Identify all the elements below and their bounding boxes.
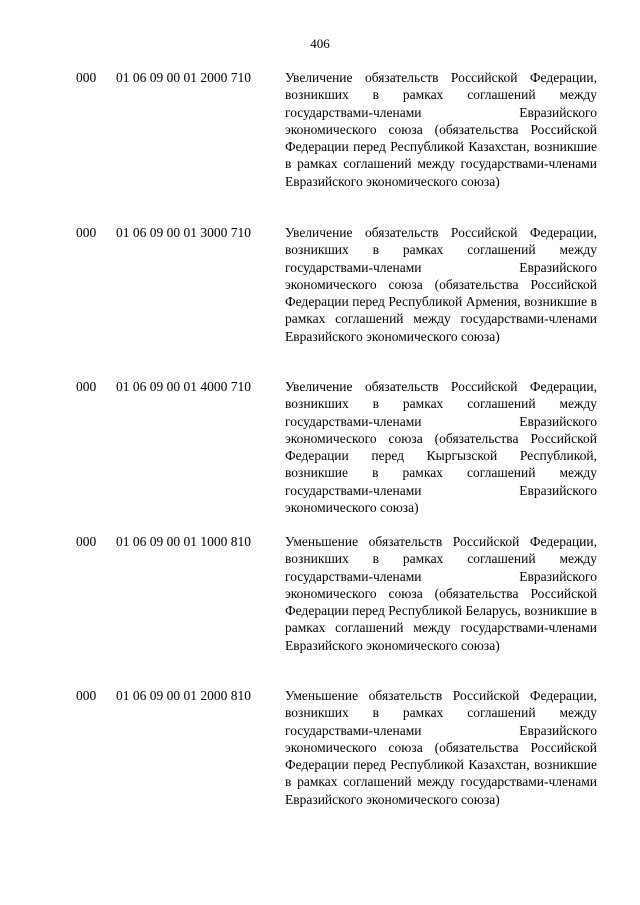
classification-code: 01 06 09 00 01 1000 810 [116,534,251,549]
entry-description: Уменьшение обязательств Российской Федерации, возникших в рамках соглашений между государствами-членами Евразийского экономического союза (обязательства Российской Федерации перед Республикой Казахстан, возникшие в рамках соглашений между государствами-членами Евразийского экономического союза) [285,688,597,807]
page-number: 406 [310,36,330,51]
administrator-code: 000 [76,225,97,240]
classification-code: 01 06 09 00 01 3000 710 [116,225,251,240]
administrator-code: 000 [76,70,97,85]
administrator-code: 000 [76,379,97,394]
entry-description: Уменьшение обязательств Российской Федерации, возникших в рамках соглашений между государствами-членами Евразийского экономического союза (обязательства Российской Федерации перед Республикой Беларусь, возникшие в рамках соглашений между государствами-членами Евразийского экономического союза) [285,534,597,653]
classification-code: 01 06 09 00 01 4000 710 [116,379,251,394]
entry-description: Увеличение обязательств Российской Федерации, возникших в рамках соглашений между государствами-членами Евразийского экономического союза (обязательства Российской Федерации перед Республикой Армения, возникшие в рамках соглашений между государствами-членами Евразийского экономического союза) [285,225,597,344]
entry-description: Увеличение обязательств Российской Федерации, возникших в рамках соглашений между государствами-членами Евразийского экономического союза (обязательства Российской Федерации перед Республикой Казахстан, возникшие в рамках соглашений между государствами-членами Евразийского экономического союза) [285,70,597,189]
classification-code: 01 06 09 00 01 2000 810 [116,688,251,703]
administrator-code: 000 [76,534,97,549]
classification-code: 01 06 09 00 01 2000 710 [116,70,251,85]
entry-description: Увеличение обязательств Российской Федерации, возникших в рамках соглашений между государствами-членами Евразийского экономического союза (обязательства Российской Федерации перед Кыргызской Республикой, возникшие в рамках соглашений между государствами-членами Евразийского экономического союза) [285,379,597,516]
administrator-code: 000 [76,688,97,703]
